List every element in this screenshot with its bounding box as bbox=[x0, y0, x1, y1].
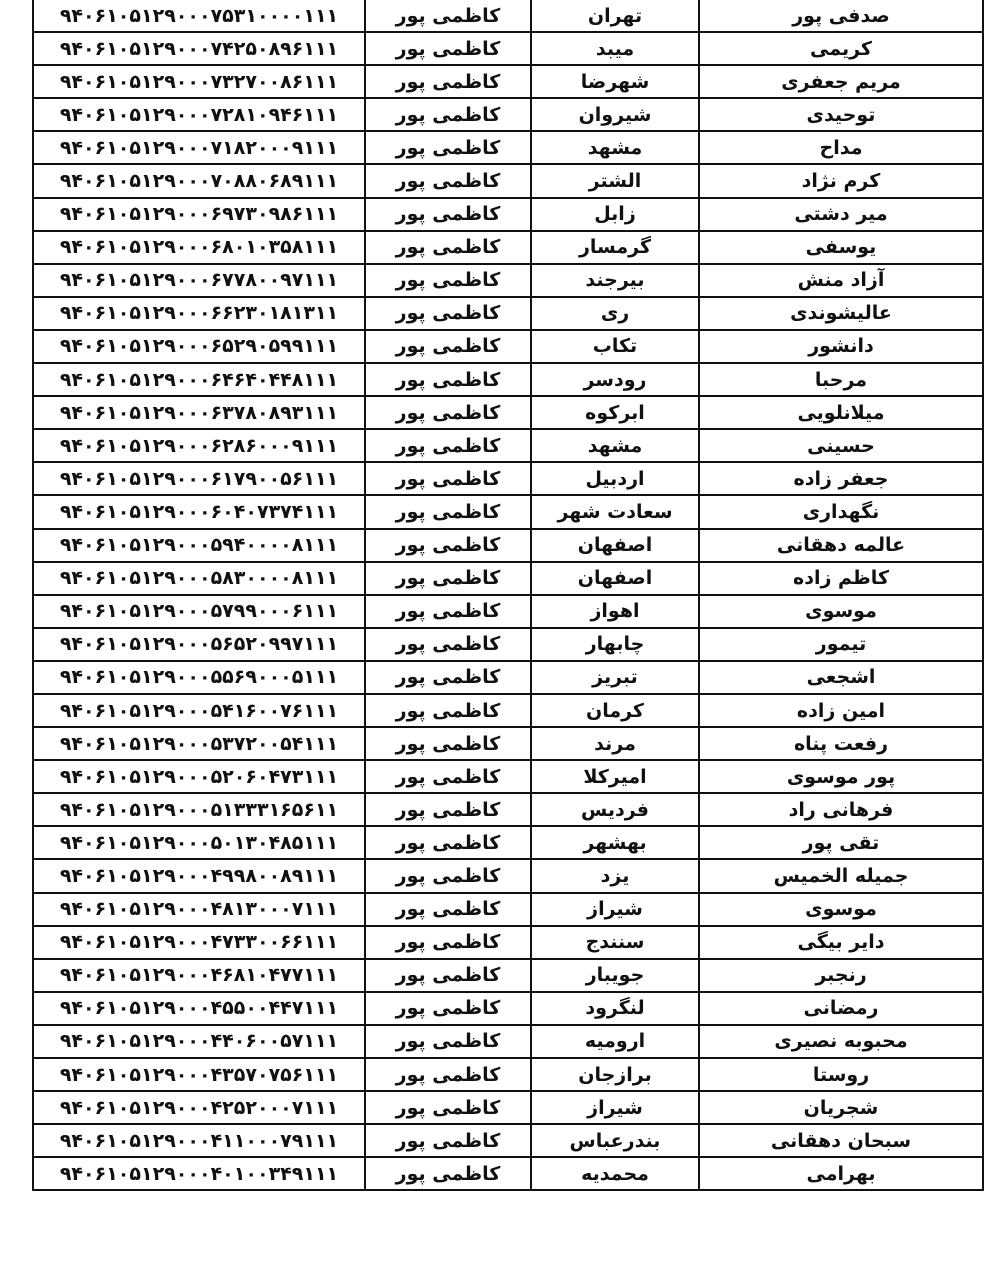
agent-name-cell: کاظمی پور bbox=[365, 661, 531, 694]
agent-name-cell: کاظمی پور bbox=[365, 297, 531, 330]
recipient-name-cell: فرهانی راد bbox=[699, 793, 983, 826]
table-row bbox=[33, 1058, 983, 1091]
recipient-name-cell: کریمی bbox=[699, 32, 983, 65]
tracking-code-cell: ۹۴۰۶۱۰۵۱۲۹۰۰۰۷۴۲۵۰۸۹۶۱۱۱ bbox=[33, 32, 365, 65]
recipient-name-cell: تقی پور bbox=[699, 826, 983, 859]
city-cell: سعادت شهر bbox=[531, 495, 699, 528]
tracking-code-cell: ۹۴۰۶۱۰۵۱۲۹۰۰۰۴۷۳۳۰۰۶۶۱۱۱ bbox=[33, 926, 365, 959]
tracking-code-cell: ۹۴۰۶۱۰۵۱۲۹۰۰۰۴۳۵۷۰۷۵۶۱۱۱ bbox=[33, 1058, 365, 1091]
recipient-name-cell: بهرامی bbox=[699, 1157, 983, 1190]
recipient-name-cell: روستا bbox=[699, 1058, 983, 1091]
table-row bbox=[33, 131, 983, 164]
recipient-name-cell: محبوبه نصیری bbox=[699, 1025, 983, 1058]
tracking-code-cell: ۹۴۰۶۱۰۵۱۲۹۰۰۰۷۵۳۱۰۰۰۰۱۱۱ bbox=[33, 0, 365, 32]
table-row bbox=[33, 1025, 983, 1058]
recipient-name-cell: عالیشوندی bbox=[699, 297, 983, 330]
recipient-name-cell: مریم جعفری bbox=[699, 65, 983, 98]
tracking-code-cell: ۹۴۰۶۱۰۵۱۲۹۰۰۰۵۰۱۳۰۴۸۵۱۱۱ bbox=[33, 826, 365, 859]
city-cell: محمدیه bbox=[531, 1157, 699, 1190]
city-cell: تهران bbox=[531, 0, 699, 32]
table-row bbox=[33, 363, 983, 396]
table-row bbox=[33, 495, 983, 528]
recipient-name-cell: اشجعی bbox=[699, 661, 983, 694]
table-row bbox=[33, 661, 983, 694]
recipient-name-cell: کرم نژاد bbox=[699, 164, 983, 197]
tracking-code-cell: ۹۴۰۶۱۰۵۱۲۹۰۰۰۶۶۲۳۰۱۸۱۳۱۱ bbox=[33, 297, 365, 330]
table-row bbox=[33, 826, 983, 859]
agent-name-cell: کاظمی پور bbox=[365, 793, 531, 826]
table-row bbox=[33, 1124, 983, 1157]
recipient-name-cell: موسوی bbox=[699, 893, 983, 926]
city-cell: شیراز bbox=[531, 893, 699, 926]
agent-name-cell: کاظمی پور bbox=[365, 131, 531, 164]
tracking-code-cell: ۹۴۰۶۱۰۵۱۲۹۰۰۰۶۸۰۱۰۳۵۸۱۱۱ bbox=[33, 231, 365, 264]
city-cell: جویبار bbox=[531, 959, 699, 992]
tracking-code-cell: ۹۴۰۶۱۰۵۱۲۹۰۰۰۴۴۰۶۰۰۵۷۱۱۱ bbox=[33, 1025, 365, 1058]
tracking-code-cell: ۹۴۰۶۱۰۵۱۲۹۰۰۰۶۱۷۹۰۰۵۶۱۱۱ bbox=[33, 462, 365, 495]
agent-name-cell: کاظمی پور bbox=[365, 495, 531, 528]
agent-name-cell: کاظمی پور bbox=[365, 429, 531, 462]
recipient-name-cell: دانشور bbox=[699, 330, 983, 363]
recipient-name-cell: مداح bbox=[699, 131, 983, 164]
recipient-name-cell: عالمه دهقانی bbox=[699, 529, 983, 562]
recipient-name-cell: میلانلویی bbox=[699, 396, 983, 429]
table-row bbox=[33, 859, 983, 892]
agent-name-cell: کاظمی پور bbox=[365, 264, 531, 297]
recipient-name-cell: تیمور bbox=[699, 628, 983, 661]
tracking-code-cell: ۹۴۰۶۱۰۵۱۲۹۰۰۰۷۲۸۱۰۹۴۶۱۱۱ bbox=[33, 98, 365, 131]
tracking-code-cell: ۹۴۰۶۱۰۵۱۲۹۰۰۰۵۴۱۶۰۰۷۶۱۱۱ bbox=[33, 694, 365, 727]
agent-name-cell: کاظمی پور bbox=[365, 859, 531, 892]
recipient-name-cell: رنجبر bbox=[699, 959, 983, 992]
agent-name-cell: کاظمی پور bbox=[365, 32, 531, 65]
records-table bbox=[32, 0, 984, 1191]
table-row bbox=[33, 926, 983, 959]
city-cell: امیرکلا bbox=[531, 760, 699, 793]
table-row bbox=[33, 793, 983, 826]
tracking-code-cell: ۹۴۰۶۱۰۵۱۲۹۰۰۰۶۵۲۹۰۵۹۹۱۱۱ bbox=[33, 330, 365, 363]
city-cell: گرمسار bbox=[531, 231, 699, 264]
city-cell: مشهد bbox=[531, 429, 699, 462]
table-row bbox=[33, 1157, 983, 1190]
recipient-name-cell: نگهداری bbox=[699, 495, 983, 528]
recipient-name-cell: میر دشتی bbox=[699, 198, 983, 231]
agent-name-cell: کاظمی پور bbox=[365, 760, 531, 793]
table-row bbox=[33, 562, 983, 595]
table-row bbox=[33, 1091, 983, 1124]
city-cell: اصفهان bbox=[531, 562, 699, 595]
tracking-code-cell: ۹۴۰۶۱۰۵۱۲۹۰۰۰۴۵۵۰۰۴۴۷۱۱۱ bbox=[33, 992, 365, 1025]
agent-name-cell: کاظمی پور bbox=[365, 529, 531, 562]
agent-name-cell: کاظمی پور bbox=[365, 363, 531, 396]
tracking-code-cell: ۹۴۰۶۱۰۵۱۲۹۰۰۰۶۲۸۶۰۰۰۹۱۱۱ bbox=[33, 429, 365, 462]
agent-name-cell: کاظمی پور bbox=[365, 330, 531, 363]
city-cell: سنندج bbox=[531, 926, 699, 959]
city-cell: شیروان bbox=[531, 98, 699, 131]
agent-name-cell: کاظمی پور bbox=[365, 65, 531, 98]
table-row bbox=[33, 396, 983, 429]
city-cell: میبد bbox=[531, 32, 699, 65]
table-row bbox=[33, 231, 983, 264]
agent-name-cell: کاظمی پور bbox=[365, 396, 531, 429]
city-cell: تکاب bbox=[531, 330, 699, 363]
tracking-code-cell: ۹۴۰۶۱۰۵۱۲۹۰۰۰۴۶۸۱۰۴۷۷۱۱۱ bbox=[33, 959, 365, 992]
agent-name-cell: کاظمی پور bbox=[365, 231, 531, 264]
city-cell: یزد bbox=[531, 859, 699, 892]
table-row bbox=[33, 429, 983, 462]
table-row bbox=[33, 164, 983, 197]
recipient-name-cell: آزاد منش bbox=[699, 264, 983, 297]
agent-name-cell: کاظمی پور bbox=[365, 1157, 531, 1190]
tracking-code-cell: ۹۴۰۶۱۰۵۱۲۹۰۰۰۵۵۶۹۰۰۰۵۱۱۱ bbox=[33, 661, 365, 694]
city-cell: کرمان bbox=[531, 694, 699, 727]
tracking-code-cell: ۹۴۰۶۱۰۵۱۲۹۰۰۰۵۷۹۹۰۰۰۶۱۱۱ bbox=[33, 595, 365, 628]
agent-name-cell: کاظمی پور bbox=[365, 992, 531, 1025]
city-cell: بیرجند bbox=[531, 264, 699, 297]
recipient-name-cell: شجریان bbox=[699, 1091, 983, 1124]
agent-name-cell: کاظمی پور bbox=[365, 462, 531, 495]
city-cell: لنگرود bbox=[531, 992, 699, 1025]
agent-name-cell: کاظمی پور bbox=[365, 1025, 531, 1058]
city-cell: تبریز bbox=[531, 661, 699, 694]
tracking-code-cell: ۹۴۰۶۱۰۵۱۲۹۰۰۰۶۷۷۸۰۰۹۷۱۱۱ bbox=[33, 264, 365, 297]
agent-name-cell: کاظمی پور bbox=[365, 628, 531, 661]
city-cell: فردیس bbox=[531, 793, 699, 826]
tracking-code-cell: ۹۴۰۶۱۰۵۱۲۹۰۰۰۵۶۵۲۰۹۹۷۱۱۱ bbox=[33, 628, 365, 661]
recipient-name-cell: امین زاده bbox=[699, 694, 983, 727]
recipient-name-cell: توحیدی bbox=[699, 98, 983, 131]
agent-name-cell: کاظمی پور bbox=[365, 164, 531, 197]
table-row bbox=[33, 297, 983, 330]
recipient-name-cell: پور موسوی bbox=[699, 760, 983, 793]
city-cell: زابل bbox=[531, 198, 699, 231]
tracking-code-cell: ۹۴۰۶۱۰۵۱۲۹۰۰۰۵۱۳۳۳۱۶۵۶۱۱ bbox=[33, 793, 365, 826]
table-row bbox=[33, 595, 983, 628]
table-row bbox=[33, 760, 983, 793]
agent-name-cell: کاظمی پور bbox=[365, 826, 531, 859]
table-row bbox=[33, 959, 983, 992]
agent-name-cell: کاظمی پور bbox=[365, 98, 531, 131]
tracking-code-cell: ۹۴۰۶۱۰۵۱۲۹۰۰۰۵۲۰۶۰۴۷۳۱۱۱ bbox=[33, 760, 365, 793]
city-cell: ابرکوه bbox=[531, 396, 699, 429]
tracking-code-cell: ۹۴۰۶۱۰۵۱۲۹۰۰۰۶۹۷۳۰۹۸۶۱۱۱ bbox=[33, 198, 365, 231]
tracking-code-cell: ۹۴۰۶۱۰۵۱۲۹۰۰۰۶۴۶۴۰۴۴۸۱۱۱ bbox=[33, 363, 365, 396]
recipient-name-cell: جعفر زاده bbox=[699, 462, 983, 495]
tracking-code-cell: ۹۴۰۶۱۰۵۱۲۹۰۰۰۴۲۵۲۰۰۰۷۱۱۱ bbox=[33, 1091, 365, 1124]
table-row bbox=[33, 628, 983, 661]
recipient-name-cell: دایر بیگی bbox=[699, 926, 983, 959]
city-cell: برازجان bbox=[531, 1058, 699, 1091]
recipient-name-cell: سبحان دهقانی bbox=[699, 1124, 983, 1157]
agent-name-cell: کاظمی پور bbox=[365, 959, 531, 992]
tracking-code-cell: ۹۴۰۶۱۰۵۱۲۹۰۰۰۷۳۲۷۰۰۸۶۱۱۱ bbox=[33, 65, 365, 98]
table-row bbox=[33, 727, 983, 760]
city-cell: ری bbox=[531, 297, 699, 330]
table-row bbox=[33, 32, 983, 65]
city-cell: ارومیه bbox=[531, 1025, 699, 1058]
tracking-code-cell: ۹۴۰۶۱۰۵۱۲۹۰۰۰۴۹۹۸۰۰۸۹۱۱۱ bbox=[33, 859, 365, 892]
agent-name-cell: کاظمی پور bbox=[365, 1058, 531, 1091]
agent-name-cell: کاظمی پور bbox=[365, 1091, 531, 1124]
table-row bbox=[33, 893, 983, 926]
tracking-code-cell: ۹۴۰۶۱۰۵۱۲۹۰۰۰۶۳۷۸۰۸۹۳۱۱۱ bbox=[33, 396, 365, 429]
city-cell: رودسر bbox=[531, 363, 699, 396]
agent-name-cell: کاظمی پور bbox=[365, 595, 531, 628]
recipient-name-cell: یوسفی bbox=[699, 231, 983, 264]
records-table-body bbox=[33, 0, 983, 1190]
tracking-code-cell: ۹۴۰۶۱۰۵۱۲۹۰۰۰۴۸۱۳۰۰۰۷۱۱۱ bbox=[33, 893, 365, 926]
tracking-code-cell: ۹۴۰۶۱۰۵۱۲۹۰۰۰۴۱۱۰۰۰۷۹۱۱۱ bbox=[33, 1124, 365, 1157]
table-row bbox=[33, 694, 983, 727]
recipient-name-cell: حسینی bbox=[699, 429, 983, 462]
table-row bbox=[33, 0, 983, 32]
recipient-name-cell: موسوی bbox=[699, 595, 983, 628]
tracking-code-cell: ۹۴۰۶۱۰۵۱۲۹۰۰۰۵۳۷۲۰۰۵۴۱۱۱ bbox=[33, 727, 365, 760]
recipient-name-cell: مرحبا bbox=[699, 363, 983, 396]
recipient-name-cell: کاظم زاده bbox=[699, 562, 983, 595]
recipient-name-cell: صدفی پور bbox=[699, 0, 983, 32]
table-row bbox=[33, 462, 983, 495]
tracking-code-cell: ۹۴۰۶۱۰۵۱۲۹۰۰۰۶۰۴۰۷۳۷۴۱۱۱ bbox=[33, 495, 365, 528]
city-cell: مرند bbox=[531, 727, 699, 760]
city-cell: مشهد bbox=[531, 131, 699, 164]
table-row bbox=[33, 529, 983, 562]
tracking-code-cell: ۹۴۰۶۱۰۵۱۲۹۰۰۰۷۰۸۸۰۶۸۹۱۱۱ bbox=[33, 164, 365, 197]
agent-name-cell: کاظمی پور bbox=[365, 1124, 531, 1157]
tracking-code-cell: ۹۴۰۶۱۰۵۱۲۹۰۰۰۵۹۴۰۰۰۰۸۱۱۱ bbox=[33, 529, 365, 562]
tracking-code-cell: ۹۴۰۶۱۰۵۱۲۹۰۰۰۴۰۱۰۰۳۴۹۱۱۱ bbox=[33, 1157, 365, 1190]
table-row bbox=[33, 65, 983, 98]
tracking-code-cell: ۹۴۰۶۱۰۵۱۲۹۰۰۰۵۸۳۰۰۰۰۸۱۱۱ bbox=[33, 562, 365, 595]
city-cell: اهواز bbox=[531, 595, 699, 628]
agent-name-cell: کاظمی پور bbox=[365, 893, 531, 926]
city-cell: شیراز bbox=[531, 1091, 699, 1124]
agent-name-cell: کاظمی پور bbox=[365, 198, 531, 231]
table-row bbox=[33, 198, 983, 231]
city-cell: چابهار bbox=[531, 628, 699, 661]
agent-name-cell: کاظمی پور bbox=[365, 926, 531, 959]
tracking-code-cell: ۹۴۰۶۱۰۵۱۲۹۰۰۰۷۱۸۲۰۰۰۹۱۱۱ bbox=[33, 131, 365, 164]
table-row bbox=[33, 330, 983, 363]
table-row bbox=[33, 264, 983, 297]
city-cell: شهرضا bbox=[531, 65, 699, 98]
agent-name-cell: کاظمی پور bbox=[365, 0, 531, 32]
agent-name-cell: کاظمی پور bbox=[365, 694, 531, 727]
city-cell: بندرعباس bbox=[531, 1124, 699, 1157]
agent-name-cell: کاظمی پور bbox=[365, 727, 531, 760]
city-cell: بهشهر bbox=[531, 826, 699, 859]
recipient-name-cell: جمیله الخمیس bbox=[699, 859, 983, 892]
table-row bbox=[33, 992, 983, 1025]
city-cell: اصفهان bbox=[531, 529, 699, 562]
recipient-name-cell: رفعت پناه bbox=[699, 727, 983, 760]
agent-name-cell: کاظمی پور bbox=[365, 562, 531, 595]
city-cell: الشتر bbox=[531, 164, 699, 197]
table-row bbox=[33, 98, 983, 131]
city-cell: اردبیل bbox=[531, 462, 699, 495]
recipient-name-cell: رمضانی bbox=[699, 992, 983, 1025]
